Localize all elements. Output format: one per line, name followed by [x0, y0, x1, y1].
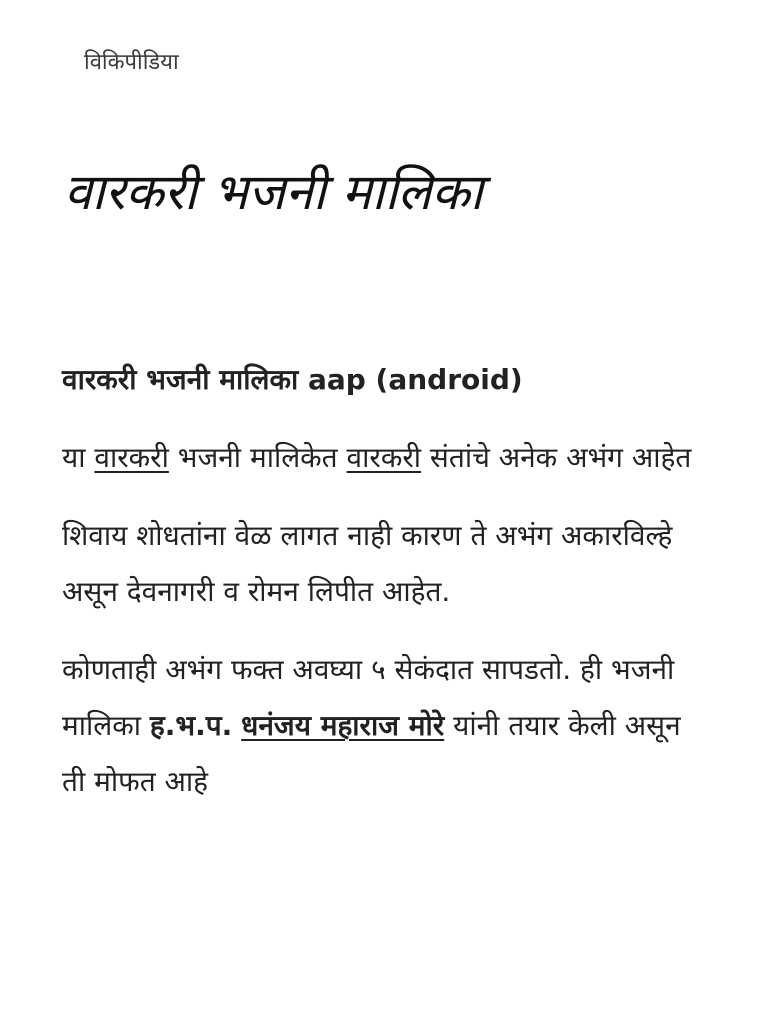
article-body [62, 352, 712, 832]
link-dhananjay-maharaj-more[interactable]: धनंजय महाराज मोरे [241, 709, 445, 742]
link-warkari-1[interactable]: वारकरी [94, 441, 169, 474]
text-segment: यांनी तयार केली असून ती मोफत आहे [62, 709, 681, 798]
text-segment [232, 709, 241, 742]
bold-title-text: वारकरी भजनी मालिका [62, 363, 299, 396]
paragraph-4 [62, 642, 712, 810]
paragraph-3: शिवाय शोधतांना वेळ लागत नाही कारण ते अभंग अकारविल्हे असून देवनागरी व रोमन लिपीत आहेत. [62, 519, 673, 608]
text-segment: या [62, 441, 95, 474]
text-segment: कोणताही अभंग फक्त अवघ्या ५ सेकंदात सापडतो. ही भजनी मालिका [62, 653, 675, 742]
paragraph-2 [62, 430, 712, 486]
text-segment: भजनी मालिकेत [168, 441, 347, 474]
site-name[interactable]: विकिपीडिया [84, 50, 179, 75]
page-title: वारकरी भजनी मालिका [64, 163, 483, 221]
honorific-text: ह.भ.प. [149, 709, 233, 742]
bold-suffix-text: aap (android) [298, 363, 523, 396]
text-segment: संतांचे अनेक अभंग आहेत [421, 441, 692, 474]
link-warkari-2[interactable]: वारकरी [346, 441, 422, 474]
paragraph-1 [62, 352, 712, 408]
